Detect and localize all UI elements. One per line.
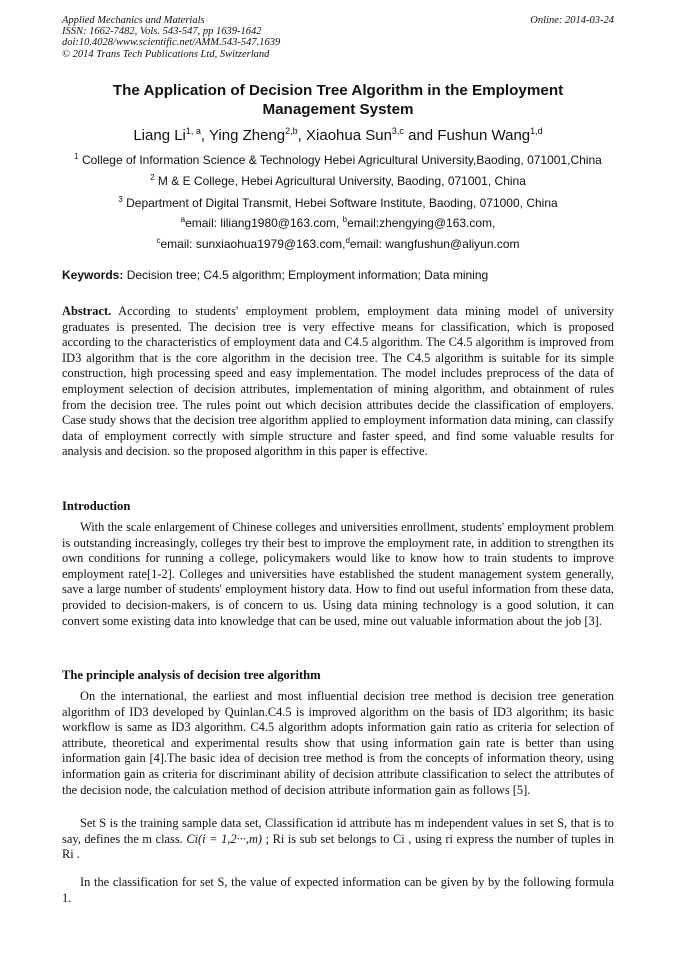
abstract-label: Abstract. bbox=[62, 304, 112, 318]
doi-line: doi:10.4028/www.scientific.net/AMM.543-547.1639 bbox=[62, 37, 281, 49]
affiliation-3 bbox=[62, 193, 614, 210]
author-name: Liang Li bbox=[133, 127, 186, 144]
keywords-label: Keywords: bbox=[62, 268, 124, 282]
affiliation-1 bbox=[62, 150, 614, 167]
introduction-paragraph bbox=[62, 520, 614, 629]
affil-sup: 2 bbox=[150, 173, 155, 182]
online-date: Online: 2014-03-24 bbox=[530, 15, 614, 26]
author-name: Ying Zheng bbox=[208, 127, 286, 144]
copyright-line: © 2014 Trans Tech Publications Ltd, Switzerland bbox=[62, 48, 270, 60]
email-sup: c bbox=[156, 236, 161, 245]
email-sup: d bbox=[345, 236, 350, 245]
introduction-text: With the scale enlargement of Chinese colleges and universities enrollment, students' employment problem is outstanding increasingly, colleges try their best to improve the employment rate, in addition to strengthen its own conditions for running a college, policymakers would like to know how to train students to improve employment rate[1-2]. Colleges and universities have established the student management system generally, save a large number of students' employment history data. How to find out useful information from these data, provided to decision-makers, is of concern to us. Using data mining technology is a good solution, it can convert some existing data into knowledge that can be used, mine out valuable information about the job [3]. bbox=[62, 520, 614, 628]
keywords-text: Decision tree; C4.5 algorithm; Employment information; Data mining bbox=[126, 268, 489, 282]
email-c[interactable]: email: sunxiaohua1979@163.com, bbox=[160, 237, 346, 251]
title-line-2: Management System bbox=[262, 101, 414, 118]
author-list: Liang Li$^{1, a}$, Ying Zheng$^{2,b}$, Xiaohua Sun$^{3,c}$ and Fushun Wang$^{1,d}$ bbox=[133, 126, 543, 144]
principle-text-3: In the classification for set S, the value of expected information can be given by by the following formula 1. bbox=[62, 875, 614, 905]
affiliation-2 bbox=[62, 171, 614, 188]
affil-text: College of Information Science & Technology Hebei Agricultural University,Baoding, 071001,China bbox=[81, 153, 602, 167]
author-conjunction: and bbox=[408, 127, 434, 144]
email-sup: b bbox=[342, 215, 348, 224]
affil-sup: 1 bbox=[74, 152, 79, 161]
class-formula: Ci(i = 1,2···,m) bbox=[186, 831, 263, 846]
email-line-1 bbox=[62, 213, 614, 230]
journal-name: Applied Mechanics and Materials bbox=[62, 15, 205, 26]
abstract-text: According to students' employment problem, employment data mining model of university graduates is presented. The decision tree is very effective means for classification, which is proposed according to the characteristics of employment data and C4.5 algorithm. The C4.5 algorithm is improved from ID3 algorithm that is the core algorithm in the decision tree. The C4.5 algorithm is suitable for its simple construction, high processing speed and easy implementation. The model includes preprocess of the data of employment selection of decision attributes, implementation of mining algorithm, and obtainment of rules from the decision tree. The rules point out which decision attributes decide the classification of employers. Case study shows that the decision tree algorithm applied to employment information data mining, can classify data of employment correctly with simple structure and faster speed, and find some valuable results for analysis and decision. so the proposed algorithm in this paper is effective. bbox=[62, 304, 614, 459]
principle-text-2a: Set S is the training sample data set, Classification id attribute has m independent values in set S, that is to say, defines the m class. bbox=[62, 816, 614, 846]
principle-paragraph-1 bbox=[62, 689, 614, 798]
paper-title bbox=[62, 81, 614, 119]
author-name: Xiaohua Sun bbox=[306, 127, 392, 144]
principle-text-1: On the international, the earliest and most influential decision tree method is decision tree generation algorithm of ID3 developed by Quinlan.C4.5 is improved algorithm on the basis of ID3 algorithm; its basic workflow is same as ID3 algorithm. C4.5 algorithm adopts information gain ratio as criteria for selection of attribute, theoretical and experimental results show that using information gain rate is better than using information gain [4].The basic idea of decision tree method is from the concepts of information theory, using information gain as criteria for discriminant ability of decision attribute classification to select the attributes of the decision node, the calculation method of decision attribute information gain as follows [5]. bbox=[62, 689, 614, 797]
author-affil-sup: 1, a bbox=[185, 126, 201, 136]
introduction-heading: Introduction bbox=[62, 499, 131, 513]
email-sup: a bbox=[180, 215, 186, 224]
author-affil-sup: 3,c bbox=[391, 126, 404, 136]
affil-sup: 3 bbox=[118, 195, 123, 204]
author-affil-sup: 2,b bbox=[285, 126, 298, 136]
principle-paragraph-3 bbox=[62, 875, 614, 906]
author-name: Fushun Wang bbox=[437, 127, 531, 144]
principle-text-2b: ; Ri is sub set belongs to Ci , using ri express the number of tuples in Ri . bbox=[62, 831, 614, 862]
title-line-1: The Application of Decision Tree Algorithm in the Employment bbox=[112, 82, 564, 99]
affil-text: M & E College, Hebei Agricultural University, Baoding, 071001, China bbox=[157, 174, 526, 188]
author-affil-sup: 1,d bbox=[530, 126, 543, 136]
email-b[interactable]: email:zhengying@163.com, bbox=[347, 216, 496, 230]
email-a[interactable]: email: liliang1980@163.com, bbox=[185, 216, 340, 230]
email-line-2 bbox=[62, 234, 614, 251]
principle-paragraph-2 bbox=[62, 816, 614, 863]
journal-header bbox=[62, 15, 280, 60]
keywords-line bbox=[62, 268, 614, 283]
principle-heading: The principle analysis of decision tree algorithm bbox=[62, 668, 321, 682]
issn-line: ISSN: 1662-7482, Vols. 543-547, pp 1639-1642 bbox=[62, 26, 262, 38]
affil-text: Department of Digital Transmit, Hebei Software Institute, Baoding, 071000, China bbox=[126, 196, 558, 210]
email-d[interactable]: email: wangfushun@aliyun.com bbox=[349, 237, 520, 251]
abstract-paragraph bbox=[62, 304, 614, 460]
